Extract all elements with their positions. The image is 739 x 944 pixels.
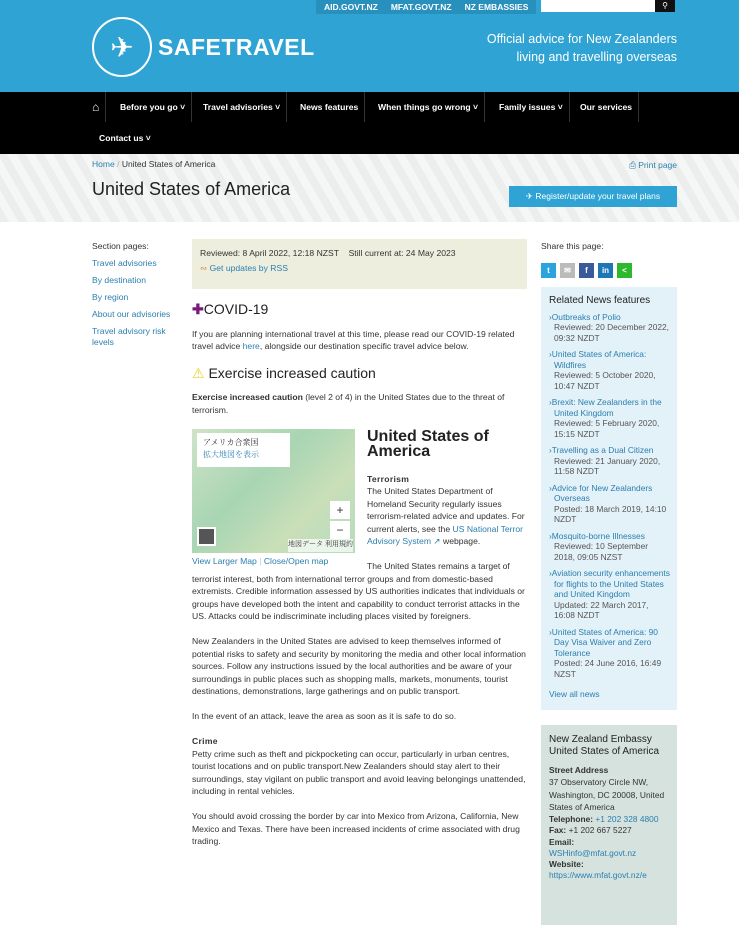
nav-label: Family issues (499, 102, 556, 112)
crime-paragraph-2: You should avoid crossing the border by car into Mexico from Arizona, California, New Mexico and Texas. There have been increased incidents of crime associated with drug trading. (192, 811, 520, 846)
main-content (192, 239, 527, 860)
telephone-link[interactable]: +1 202 328 4800 (595, 813, 659, 824)
covid-heading (192, 303, 527, 316)
tagline-line: Official advice for New Zealanders (486, 32, 677, 46)
heading-text: Exercise increased caution (208, 364, 376, 381)
news-link[interactable]: United States of America: Wildfires (551, 349, 647, 370)
nav-label: When things go wrong (378, 102, 471, 112)
news-item (549, 483, 670, 525)
text: (level 2 of 4) in the United States due to the threat of terrorism. (192, 392, 505, 415)
news-link[interactable]: Aviation security enhancements for flights to the United States and United Kingdom (551, 568, 670, 599)
news-item (549, 397, 670, 439)
section-link-travel-advisories[interactable]: Travel advisories (92, 258, 157, 268)
news-date: Updated: 22 March 2017, 16:08 NZDT (554, 599, 649, 620)
chevron-right-icon: › (549, 397, 552, 407)
satellite-toggle[interactable] (197, 527, 216, 546)
news-item (549, 312, 670, 344)
news-link[interactable]: Advice for New Zealanders Overseas (551, 482, 653, 503)
news-item (549, 531, 670, 563)
email-share-icon[interactable]: ✉ (560, 263, 575, 278)
nav-before-you-go[interactable]: Before you go ˅ (114, 92, 192, 122)
level-paragraph (192, 391, 527, 416)
news-link[interactable]: Brexit: New Zealanders in the United Kingdom (551, 397, 662, 418)
top-link-embassies[interactable]: NZ EMBASSIES (464, 2, 529, 12)
news-date: Reviewed: 5 February 2020, 15:15 NZDT (554, 418, 660, 439)
website-link[interactable]: https://www.mfat.govt.nz/e (549, 869, 647, 880)
chevron-right-icon: › (549, 349, 552, 359)
section-link-risk-levels[interactable]: Travel advisory risk levels (92, 326, 166, 347)
level-heading (192, 364, 527, 381)
safetravel-logo[interactable] (92, 17, 152, 77)
twitter-share-icon[interactable]: t (541, 263, 556, 278)
news-link[interactable]: United States of America: 90 Day Visa Waiver and Zero Tolerance (551, 626, 658, 658)
share-label: Share this page: (541, 241, 604, 251)
site-header (0, 0, 739, 92)
map-attribution: 地図データ 利用規約 (288, 539, 353, 552)
terror-paragraph-4: In the event of an attack, leave the area as soon as it is safe to do so. (192, 711, 457, 721)
nav-travel-advisories[interactable]: Travel advisories ˅ (197, 92, 287, 122)
section-link-about[interactable]: About our advisories (92, 309, 171, 319)
crime-heading: Crime (192, 736, 218, 746)
top-links (316, 0, 536, 14)
email-link[interactable]: WSHinfo@mfat.govt.nz (549, 847, 637, 858)
facebook-share-icon[interactable]: f (579, 263, 594, 278)
map-container: アメリカ合衆国 拡大地図を表示 + − 地図データ 利用規約 View Larger Map | Close/Open map (192, 429, 355, 568)
search-input[interactable] (541, 0, 655, 12)
top-link-mfat[interactable]: MFAT.GOVT.NZ (390, 2, 452, 12)
telephone-label: Telephone: (549, 813, 594, 824)
related-news-heading: Related News features (549, 295, 651, 306)
airplane-icon: ✈ (110, 31, 134, 63)
news-date: Reviewed: 20 December 2022, 09:32 NZDT (554, 322, 669, 343)
breadcrumb: Home / United States of America (92, 159, 216, 169)
reviewed-date: Reviewed: 8 April 2022, 12:18 NZST (200, 248, 340, 258)
nav-label: Travel advisories (203, 102, 273, 112)
register-button[interactable] (509, 186, 677, 207)
news-date: Reviewed: 5 October 2020, 10:47 NZDT (554, 370, 656, 391)
nav-label: Our services (580, 102, 633, 112)
linkedin-share-icon[interactable]: in (598, 263, 613, 278)
nav-label: Contact us (99, 133, 144, 143)
text: webpage. (440, 536, 481, 546)
fax-number: +1 202 667 5227 (568, 825, 632, 835)
section-heading: Section pages: (92, 241, 149, 251)
level-bold: Exercise increased caution (192, 392, 303, 402)
news-date: Reviewed: 21 January 2020, 11:58 NZDT (554, 455, 661, 476)
sidebar (541, 241, 677, 925)
section-link-by-region[interactable]: By region (92, 292, 129, 302)
news-date: Reviewed: 10 September 2018, 09:05 NZST (554, 541, 649, 562)
page-title: United States of America (92, 179, 291, 199)
chevron-right-icon: › (549, 311, 552, 322)
section-link-by-destination[interactable]: By destination (92, 275, 146, 285)
top-link-aid[interactable]: AID.GOVT.NZ (324, 2, 378, 12)
news-date: Posted: 18 March 2019, 14:10 NZDT (554, 503, 667, 524)
section-nav (92, 241, 182, 354)
search-button[interactable] (655, 0, 675, 12)
nav-our-services[interactable] (574, 92, 639, 122)
terror-paragraph-3: New Zealanders in the United States are advised to keep themselves informed of potential risks to safety and security by monitoring the media and other local information sources. Follow any instructions issued by the local authorities and be aware of your surroundings in public places such as shopping malls, markets, monuments, tourist destinations, demonstrations, large gatherings and on public transport. (192, 636, 526, 696)
crime-paragraph-1: Petty crime such as theft and pickpocketing can occur, particularly in urban centres, tourist locations and on public transport.New Zealanders should stay alert to their surroundings, stay vigilant on public transport and avoid leaving belongings unattended, including in rental vehicles. (192, 748, 526, 796)
plane-icon: ✈ (525, 191, 533, 201)
chevron-right-icon: › (549, 482, 552, 493)
news-item (549, 445, 670, 477)
news-item (549, 627, 670, 680)
view-all-news-link[interactable]: View all news (549, 689, 600, 699)
chevron-right-icon: › (549, 568, 552, 578)
country-title: United States of America (367, 427, 489, 460)
zoom-out-button[interactable]: − (330, 521, 350, 539)
news-item (549, 349, 670, 391)
main-nav (0, 92, 739, 154)
search-icon: ⚲ (662, 1, 668, 10)
print-label: Print page (638, 160, 677, 170)
chevron-right-icon: › (549, 445, 552, 455)
zoom-in-button[interactable]: + (330, 501, 350, 519)
heading-text: COVID-19 (203, 301, 269, 317)
tagline-line: living and travelling overseas (516, 50, 677, 64)
terrorism-heading: Terrorism (367, 473, 410, 484)
nav-label: News features (300, 102, 359, 112)
nav-news-features[interactable] (294, 92, 365, 122)
email-label: Email: (549, 836, 575, 847)
map-larger-link[interactable]: 拡大地図を表示 (203, 449, 259, 459)
embassy-box (541, 725, 677, 925)
logo-text[interactable]: SAFETRAVEL (158, 34, 315, 60)
website-label: Website: (549, 858, 584, 869)
terror-advisory-link[interactable]: US National Terror Advisory System (367, 523, 524, 546)
tagline (487, 30, 677, 66)
share-icon[interactable]: < (617, 263, 632, 278)
close-open-map-link[interactable]: Close/Open map (263, 555, 329, 566)
covid-paragraph (192, 328, 527, 353)
nav-contact-us[interactable]: Contact us ˅ (99, 133, 151, 143)
rss-icon: ∾ (200, 262, 208, 273)
embassy-title: New Zealand Embassy United States of America (549, 733, 660, 757)
rss-link[interactable]: Get updates by RSS (209, 262, 288, 273)
current-date: Still current at: 24 May 2023 (348, 248, 456, 258)
nav-label: Before you go (120, 102, 178, 112)
text: If you are planning international travel at this time, please read our COVID-19 related travel advice (192, 328, 515, 351)
news-link[interactable]: Travelling as a Dual Citizen (551, 445, 654, 455)
review-box (192, 239, 527, 289)
news-link[interactable]: Outbreaks of Polio (551, 311, 621, 322)
street-address: 37 Observatory Circle NW, Washington, DC 20008, United States of America (549, 777, 665, 812)
map-place-name: アメリカ合衆国 (203, 437, 259, 447)
plus-icon: ✚ (192, 301, 204, 317)
text: The United States Department of Homeland Security regularly issues terrorism-related advice and updates. For current alerts, see the (367, 486, 525, 534)
news-date: Posted: 24 June 2016, 16:49 NZST (554, 658, 662, 679)
map[interactable] (192, 429, 355, 553)
street-heading: Street Address (549, 764, 609, 775)
covid-here-link[interactable]: here (242, 341, 260, 351)
news-item (549, 568, 670, 621)
home-icon[interactable]: ⌂ (86, 92, 106, 122)
breadcrumb-home[interactable]: Home (92, 159, 115, 169)
nav-when-things-go-wrong[interactable]: When things go wrong ˅ (372, 92, 485, 122)
view-larger-map-link[interactable]: View Larger Map (192, 555, 257, 566)
fax-label: Fax: (549, 825, 567, 835)
related-news (541, 287, 677, 710)
nav-family-issues[interactable]: Family issues ˅ (493, 92, 570, 122)
chevron-right-icon: › (549, 530, 552, 541)
register-label: Register/update your travel plans (535, 191, 661, 201)
warning-icon: ⚠ (192, 364, 205, 381)
text: , alongside our destination specific travel advice below. (259, 341, 469, 351)
breadcrumb-current: United States of America (121, 159, 216, 169)
print-page-link[interactable] (629, 160, 677, 171)
news-link[interactable]: Mosquito-borne Illnesses (551, 530, 645, 541)
printer-icon: ⎙ (629, 160, 636, 170)
map-info-card (197, 433, 290, 467)
chevron-right-icon: › (549, 626, 552, 637)
external-link-icon: ↗ (433, 536, 441, 546)
terror-paragraph-2: The United States remains a target of terrorist interest, both from international terror groups and from domestic-based extremists. Credible information assessed by US authorities indicates that individuals or groups have developed both the intent and capability to conduct terrorist attacks in the US. Attacks could be indiscriminate including places visited by foreigners. (192, 561, 525, 621)
